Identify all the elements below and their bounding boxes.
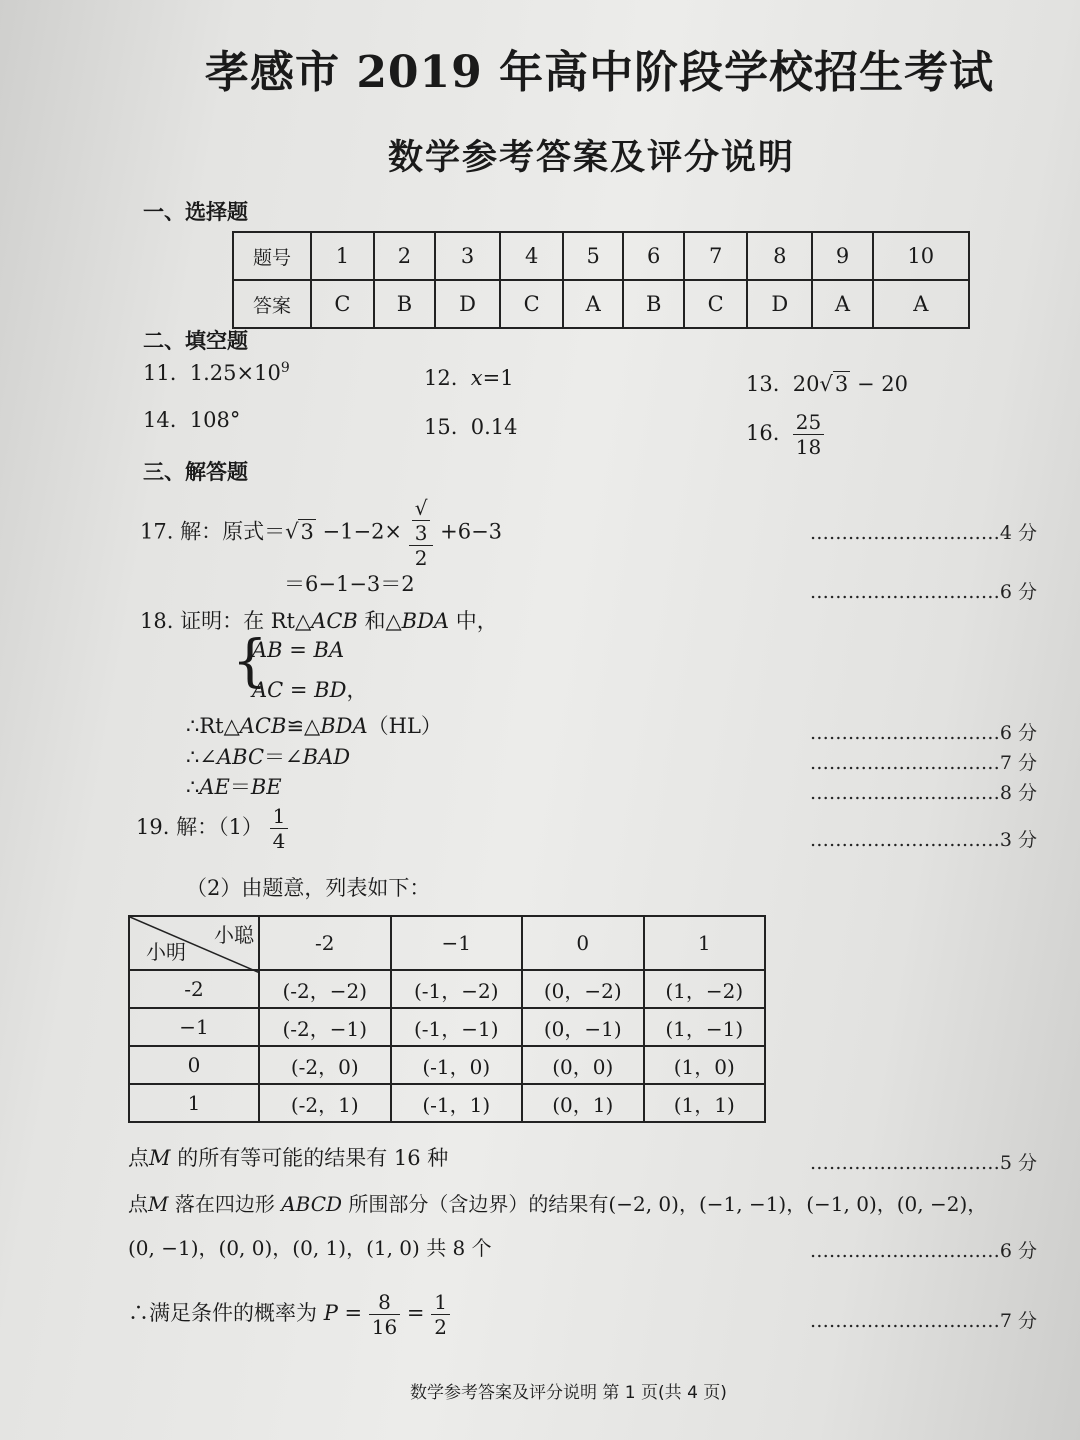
page-subtitle: 数学参考答案及评分说明 xyxy=(388,137,796,178)
column-axis-label: 小聪 xyxy=(214,923,254,947)
choice-answer: C xyxy=(684,280,747,328)
radicand: 3 xyxy=(412,520,431,545)
fraction-denominator: 18 xyxy=(795,435,822,459)
table-cell: (-2，−2) xyxy=(259,970,391,1008)
table-cell: (-1，1) xyxy=(391,1084,523,1122)
q18-step1 xyxy=(186,710,442,740)
table-row xyxy=(233,232,969,280)
score-mark: …………………………6 分 xyxy=(809,1240,1037,1262)
q18-post: 中， xyxy=(449,609,498,633)
fraction xyxy=(793,410,824,459)
choice-answer: A xyxy=(812,280,872,328)
fraction-numerator: 25 xyxy=(793,410,824,435)
triangle-name: ACB xyxy=(311,609,358,633)
text: ＝ xyxy=(229,775,251,799)
brace-symbol: { xyxy=(232,629,268,694)
fraction-numerator: 1 xyxy=(431,1290,450,1315)
triangle-name: BDA xyxy=(320,714,368,738)
section-heading-choice: 一、选择题 xyxy=(143,200,248,224)
choice-answer: A xyxy=(563,280,623,328)
text: = xyxy=(337,1301,369,1325)
table-cell: (-2，0) xyxy=(259,1046,391,1084)
score-mark: …………………………8 分 xyxy=(809,782,1037,804)
q17-line1: 17. 解：原式＝√3 −1−2× √ 3 2 +6−3 xyxy=(140,496,503,570)
question-number: 7 xyxy=(684,232,747,280)
angle-name: BAD xyxy=(302,745,351,769)
choice-answer: D xyxy=(747,280,812,328)
fraction xyxy=(409,496,434,570)
text: 点 xyxy=(128,1146,149,1170)
fraction-numerator: 8 xyxy=(369,1290,400,1315)
column-header: −1 xyxy=(391,916,523,970)
fraction-denominator: 2 xyxy=(414,546,428,570)
answer-q14 xyxy=(143,408,240,432)
text: ∴Rt△ xyxy=(186,714,240,738)
q19-favorable-line1 xyxy=(128,1188,987,1217)
q19-outcomes-count xyxy=(128,1142,448,1172)
question-number: 5 xyxy=(563,232,623,280)
table-cell: (0，1) xyxy=(522,1084,643,1122)
q18-prefix: 18. 证明：在 Rt△ xyxy=(140,609,312,633)
text: ∴ xyxy=(186,775,200,799)
column-header: 1 xyxy=(644,916,766,970)
table-row xyxy=(129,916,765,970)
answer-variable: x xyxy=(470,366,483,390)
q18-mid: 和△ xyxy=(357,609,402,633)
question-number: 1 xyxy=(311,232,374,280)
fraction-denominator: 4 xyxy=(272,829,286,853)
score-mark: …………………………3 分 xyxy=(809,829,1037,851)
choice-answer: C xyxy=(500,280,563,328)
answer-value: 108° xyxy=(189,408,241,432)
answer-q15 xyxy=(424,415,518,439)
row-label-answer: 答案 xyxy=(233,280,311,328)
text: 所围部分（含边界）的结果有(−2, 0)，(−1, −1)，(−1, 0)，(0, −2)， xyxy=(342,1192,988,1216)
question-number: 10 xyxy=(873,232,969,280)
table-cell: (1，−1) xyxy=(644,1008,766,1046)
score-mark: …………………………4 分 xyxy=(809,522,1037,544)
table-cell: (0，−2) xyxy=(522,970,643,1008)
row-header: 1 xyxy=(129,1084,259,1122)
q18-line1 xyxy=(140,605,498,635)
choice-answer: B xyxy=(623,280,684,328)
choice-answer: C xyxy=(311,280,374,328)
answer-q11 xyxy=(143,360,290,385)
score-mark: …………………………7 分 xyxy=(809,1310,1037,1332)
question-number: 15. xyxy=(424,415,458,439)
section-heading-fill: 二、填空题 xyxy=(143,329,248,353)
triangle-name: BDA xyxy=(401,609,450,633)
choice-answer-table xyxy=(232,231,970,329)
text: （HL） xyxy=(367,714,442,738)
table-cell: (1，−2) xyxy=(644,970,766,1008)
fraction-numerator: √ 3 xyxy=(409,496,434,546)
table-row xyxy=(129,1046,765,1084)
fraction xyxy=(369,1290,400,1339)
question-number: 11. xyxy=(143,361,177,385)
table-cell: (-1，0) xyxy=(391,1046,523,1084)
column-header: 0 xyxy=(522,916,643,970)
q18-equation-line2 xyxy=(252,674,367,704)
question-number: 14. xyxy=(143,408,177,432)
text: ＝∠ xyxy=(264,745,303,769)
table-cell: (0，−1) xyxy=(522,1008,643,1046)
question-number: 9 xyxy=(812,232,872,280)
answer-value: 20 xyxy=(792,372,820,396)
table-cell: (1，1) xyxy=(644,1084,766,1122)
q19-line1 xyxy=(136,804,288,853)
choice-answer: A xyxy=(873,280,969,328)
q18-step3 xyxy=(186,771,282,801)
point-name: M xyxy=(148,1192,169,1216)
answer-exponent: 9 xyxy=(280,360,290,376)
q19-favorable-line2: (0, −1)，(0, 0)，(0, 1)，(1, 0) 共 8 个 xyxy=(128,1236,492,1260)
score-mark: …………………………6 分 xyxy=(809,581,1037,603)
score-mark: …………………………5 分 xyxy=(809,1152,1037,1174)
section-heading-solve: 三、解答题 xyxy=(143,460,248,484)
question-number: 6 xyxy=(623,232,684,280)
q19-probability xyxy=(128,1290,450,1339)
fraction-numerator: 1 xyxy=(270,804,289,829)
text: = xyxy=(400,1301,432,1325)
row-axis-label: 小明 xyxy=(146,940,186,964)
choice-answer: B xyxy=(374,280,435,328)
score-mark: …………………………7 分 xyxy=(809,752,1037,774)
fraction-denominator: 2 xyxy=(434,1315,447,1339)
answer-q12 xyxy=(424,366,514,390)
table-cell: (0，0) xyxy=(522,1046,643,1084)
text: ∴∠ xyxy=(186,745,217,769)
choice-answer: D xyxy=(435,280,500,328)
outcome-table xyxy=(128,915,766,1123)
q18-equation: AB = BA xyxy=(252,638,345,662)
row-header: −1 xyxy=(129,1008,259,1046)
question-number: 4 xyxy=(500,232,563,280)
radicand: 3 xyxy=(300,519,314,544)
radicand: 3 xyxy=(834,372,849,396)
row-label-question: 题号 xyxy=(233,232,311,280)
point-name: M xyxy=(149,1146,171,1170)
table-row xyxy=(233,280,969,328)
fraction xyxy=(431,1290,450,1339)
question-number: 13. xyxy=(746,372,780,396)
table-row xyxy=(129,1084,765,1122)
question-number: 3 xyxy=(435,232,500,280)
row-header: -2 xyxy=(129,970,259,1008)
page-footer: 数学参考答案及评分说明 第 1 页(共 4 页) xyxy=(410,1383,727,1403)
q18-equation: AC = BD xyxy=(252,678,347,702)
table-corner-header xyxy=(129,916,259,970)
q19-prefix: 19. 解：（1） xyxy=(136,815,263,839)
shape-name: ABCD xyxy=(281,1192,343,1216)
text: ∴满足条件的概率为 xyxy=(128,1301,324,1325)
text: ≌△ xyxy=(286,714,321,738)
segment-name: BE xyxy=(250,775,282,799)
row-header: 0 xyxy=(129,1046,259,1084)
fraction xyxy=(270,804,289,853)
table-cell: (-2，−1) xyxy=(259,1008,391,1046)
table-cell: (1，0) xyxy=(644,1046,766,1084)
q19-line2: （2）由题意，列表如下： xyxy=(186,876,431,900)
segment-name: AE xyxy=(199,775,230,799)
q18-step2 xyxy=(186,741,350,771)
answer-value: =1 xyxy=(482,366,514,390)
text: 落在四边形 xyxy=(168,1192,282,1216)
text: 点 xyxy=(128,1192,148,1216)
answer-value: − 20 xyxy=(850,372,908,396)
score-mark: …………………………6 分 xyxy=(809,722,1037,744)
question-number: 2 xyxy=(374,232,435,280)
table-row xyxy=(129,970,765,1008)
answer-q13: 13. 20√3 − 20 xyxy=(746,372,908,396)
table-cell: (-1，−1) xyxy=(391,1008,523,1046)
table-cell: (-1，−2) xyxy=(391,970,523,1008)
question-number: 12. xyxy=(424,366,458,390)
text: 的所有等可能的结果有 16 种 xyxy=(170,1146,449,1170)
probability-var: P xyxy=(323,1301,338,1325)
fraction-denominator: 16 xyxy=(371,1315,398,1339)
angle-name: ABC xyxy=(216,745,265,769)
question-number: 8 xyxy=(747,232,812,280)
question-number: 16. xyxy=(746,421,780,445)
column-header: -2 xyxy=(259,916,391,970)
q17-prefix: 17. 解：原式＝ xyxy=(140,519,286,544)
answer-value: 1.25×10 xyxy=(189,361,281,385)
q17-line2: ＝6−1−3＝2 xyxy=(284,572,415,596)
page-title: 孝感市 2019 年高中阶段学校招生考试 xyxy=(205,47,995,98)
answer-value: 0.14 xyxy=(470,415,518,439)
table-cell: (-2，1) xyxy=(259,1084,391,1122)
answer-q16 xyxy=(746,410,824,459)
table-row xyxy=(129,1008,765,1046)
q17-post: +6−3 xyxy=(433,519,503,544)
punctuation: ， xyxy=(346,678,368,702)
q17-mid: −1−2× xyxy=(315,519,403,544)
triangle-name: ACB xyxy=(239,714,287,738)
